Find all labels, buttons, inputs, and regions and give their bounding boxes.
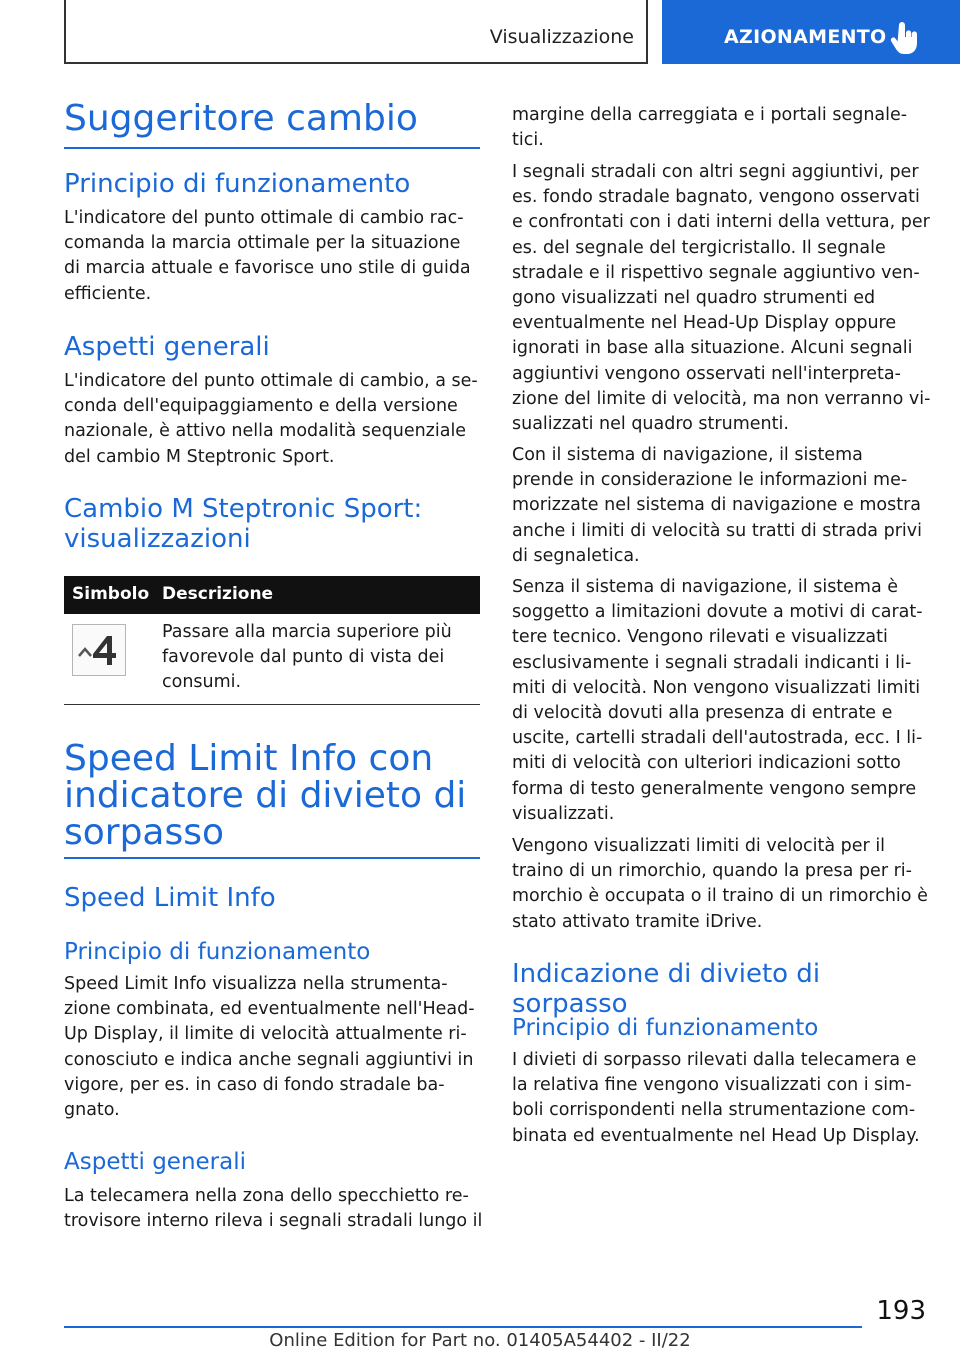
text-line: binata ed eventualmente nel Head Up Display. [512, 1125, 920, 1146]
text-line: esclusivamente i segnali stradali indicanti i li- [512, 652, 912, 673]
heading-principio-funzionamento-2: Principio di funzionamento [64, 939, 371, 965]
text-line: miti di velocità con ulteriori indicazioni sotto [512, 753, 901, 774]
paragraph-rimorchio [512, 834, 928, 935]
upshift-gear-4-icon [72, 624, 126, 676]
text-line: vigore, per es. in caso di fondo stradale ba- [64, 1074, 445, 1095]
text-line: di segnaletica. [512, 545, 640, 566]
text-line: ignorati in base alla situazione. Alcuni segnali [512, 338, 913, 359]
paragraph-principio [64, 206, 471, 307]
text-line: Con il sistema di navigazione, il sistema [512, 445, 863, 465]
text-line: miti di velocità. Non vengono visualizzati limiti [512, 677, 921, 698]
text-line: La telecamera nella zona dello specchietto re- [64, 1186, 469, 1206]
header-section-box [64, 0, 648, 64]
text-line: traino di un rimorchio, quando la presa per ri- [512, 861, 912, 882]
text-line: comanda la marcia ottimale per la situazione [64, 233, 461, 254]
title-rule [64, 147, 480, 149]
text-line: margine della carreggiata e i portali segnale- [512, 105, 908, 125]
text-line: consumi. [162, 672, 242, 693]
text-line: eventualmente nel Head-Up Display oppure [512, 313, 897, 334]
paragraph-divieto-principio [512, 1048, 920, 1149]
header-chapter-tab[interactable] [662, 0, 960, 64]
heading-speed-limit-info: Speed Limit Info [64, 883, 276, 913]
text-line: conosciuto e indica anche segnali aggiuntivi in [64, 1049, 474, 1070]
table-col-descrizione: Descrizione [162, 584, 274, 604]
heading-aspetti-generali-2: Aspetti generali [64, 1149, 247, 1175]
text-line: L'indicatore del punto ottimale di cambio, a se- [64, 371, 478, 391]
heading-aspetti-generali: Aspetti generali [64, 332, 270, 362]
paragraph-con-navigazione [512, 443, 922, 569]
text-line: gnato. [64, 1100, 120, 1121]
text-line: trovisore interno rileva i segnali stradali lungo il [64, 1211, 483, 1232]
text-line: Vengono visualizzati limiti di velocità per il [512, 836, 886, 856]
header-chapter-label: AZIONAMENTO [724, 26, 887, 48]
text-line: favorevole dal punto di vista dei [162, 647, 445, 668]
heading-line: Cambio M Steptronic Sport: [64, 494, 423, 524]
table-bottom-rule [64, 704, 480, 705]
title-speed-limit-info [64, 740, 466, 851]
paragraph-segnali-aggiuntivi [512, 160, 930, 437]
text-line: I segnali stradali con altri segni aggiuntivi, per [512, 162, 919, 182]
page-number: 193 [876, 1296, 926, 1326]
text-line: visualizzati. [512, 803, 615, 824]
table-row-description [162, 620, 452, 696]
text-line: tere tecnico. Vengono rilevati e visualizzati [512, 627, 888, 648]
text-line: I divieti di sorpasso rilevati dalla telecamera e [512, 1050, 917, 1070]
text-line: Passare alla marcia superiore più [162, 622, 452, 642]
text-line: la relativa fine vengono visualizzati con i sim- [512, 1075, 912, 1096]
hand-pointer-icon [890, 22, 920, 56]
text-line: stradale e il rispettivo segnale aggiuntivo ven- [512, 262, 920, 283]
text-line: soggetto a limitazioni dovute a motivi di carat- [512, 602, 923, 623]
text-line: prende in considerazione le informazioni me- [512, 470, 908, 491]
header-section-title: Visualizzazione [489, 26, 634, 48]
text-line: conda dell'equipaggiamento e della versione [64, 396, 458, 417]
title-line: sorpasso [64, 812, 225, 853]
text-line: Speed Limit Info visualizza nella strumenta- [64, 974, 448, 994]
text-line: Up Display, il limite di velocità attualmente ri- [64, 1024, 467, 1045]
heading-principio-funzionamento: Principio di funzionamento [64, 169, 411, 199]
paragraph-speed-limit-principio [64, 972, 475, 1123]
title-line: indicatore di divieto di [64, 775, 467, 816]
heading-principio-funzionamento-3: Principio di funzionamento [512, 1015, 819, 1041]
paragraph-aspetti [64, 369, 478, 470]
text-line: stato attivato tramite iDrive. [512, 911, 763, 932]
text-line: zione del limite di velocità, ma non verranno vi- [512, 388, 931, 409]
text-line: L'indicatore del punto ottimale di cambio rac- [64, 208, 464, 228]
text-line: es. del segnale del tergicristallo. Il segnale [512, 237, 886, 258]
text-line: es. fondo stradale bagnato, vengono osservati [512, 187, 920, 208]
text-line: efficiente. [64, 283, 152, 304]
text-line: di velocità dovuti alla presenza di entrate e [512, 703, 893, 724]
footer-rule [64, 1326, 862, 1328]
text-line: zione combinata, ed eventualmente nell'Head- [64, 999, 475, 1020]
text-line: sualizzati nel quadro strumenti. [512, 414, 789, 435]
paragraph-senza-navigazione [512, 575, 923, 827]
heading-divieto-sorpasso: Indicazione di divieto di sorpasso [512, 959, 821, 1019]
text-line: uscite, cartelli stradali dell'autostrada, ecc. I li- [512, 728, 923, 749]
title-suggeritore-cambio: Suggeritore cambio [64, 98, 418, 139]
paragraph-aspetti-speed [64, 1184, 482, 1234]
heading-cambio-visualizzazioni [64, 494, 422, 554]
text-line: anche i limiti di velocità su tratti di strada privi [512, 520, 922, 541]
text-line: nazionale, è attivo nella modalità sequenziale [64, 421, 467, 442]
paragraph-continued [512, 103, 907, 153]
text-line: boli corrispondenti nella strumentazione com- [512, 1100, 916, 1121]
text-line: forma di testo generalmente vengono sempre [512, 778, 917, 799]
footer-edition: Online Edition for Part no. 01405A54402 - II/22 [269, 1330, 691, 1351]
table-col-simbolo: Simbolo [72, 584, 150, 604]
text-line: tici. [512, 130, 544, 151]
title-line: Speed Limit Info con [64, 738, 434, 779]
text-line: Senza il sistema di navigazione, il sistema è [512, 577, 899, 597]
text-line: aggiuntivi vengono osservati nell'interpreta- [512, 363, 901, 384]
title-rule [64, 857, 480, 859]
table-header [64, 576, 480, 614]
text-line: del cambio M Steptronic Sport. [64, 446, 335, 467]
text-line: di marcia attuale e favorisce uno stile di guida [64, 258, 471, 279]
text-line: morchio è occupata o il traino di un rimorchio è [512, 886, 928, 907]
text-line: gono visualizzati nel quadro strumenti ed [512, 288, 876, 309]
heading-line: visualizzazioni [64, 524, 251, 554]
text-line: morizzate nel sistema di navigazione e mostra [512, 495, 921, 516]
upshift-symbol-graphic [73, 625, 125, 675]
text-line: e confrontati con i dati interni della vettura, per [512, 212, 930, 233]
